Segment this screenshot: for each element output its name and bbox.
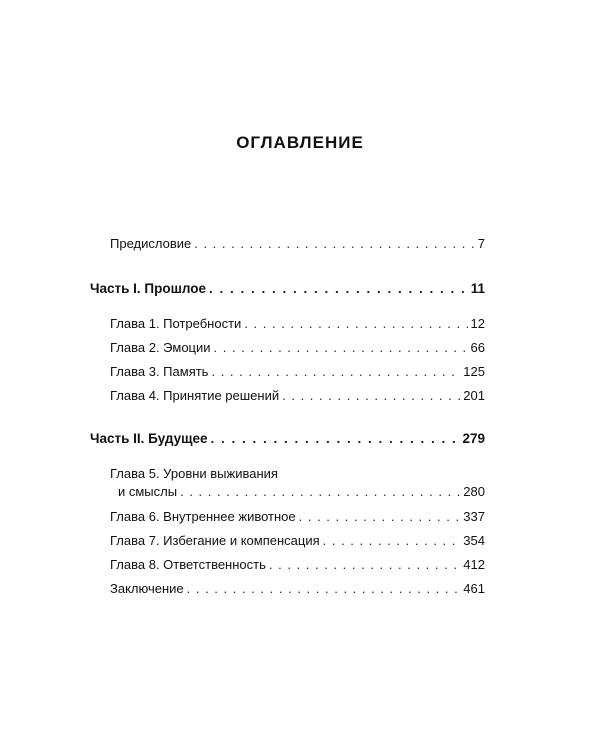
- toc-entry-chapter-2: [110, 340, 485, 356]
- toc-entry-label: Предисловие: [110, 236, 192, 251]
- toc-entry-label: Глава 8. Ответственность: [110, 557, 266, 572]
- toc-entry-chapter-7: [110, 533, 485, 549]
- leader-dots: [211, 431, 460, 447]
- toc-entry-chapter-4: [110, 388, 485, 404]
- leader-dots: [269, 557, 460, 573]
- toc-entry-chapter-3: [110, 364, 485, 380]
- toc-entry-page: 11: [470, 281, 485, 296]
- toc-entry-preface: [110, 236, 485, 252]
- toc-entry-chapter-5-line1: Глава 5. Уровни выживания: [110, 466, 278, 481]
- toc-entry-page: 412: [463, 557, 485, 572]
- leader-dots: [209, 281, 468, 297]
- toc-entry-part-2: [90, 431, 485, 447]
- toc-entry-part-1: [90, 281, 485, 297]
- toc-entry-label: Глава 2. Эмоции: [110, 340, 211, 355]
- leader-dots: [194, 236, 475, 252]
- toc-entry-chapter-6: [110, 509, 485, 525]
- toc-entry-chapter-1: [110, 316, 485, 332]
- toc-entry-page: 7: [477, 236, 485, 251]
- leader-dots: [180, 484, 460, 500]
- toc-entry-label: Глава 4. Принятие решений: [110, 388, 280, 403]
- toc-entry-label: Часть II. Будущее: [90, 431, 208, 446]
- toc-entry-chapter-8: [110, 557, 485, 573]
- toc-entry-page: 354: [463, 533, 485, 548]
- leader-dots: [244, 316, 467, 332]
- toc-entry-label: Глава 1. Потребности: [110, 316, 242, 331]
- toc-entry-label: Глава 3. Память: [110, 364, 209, 379]
- toc-entry-page: 125: [463, 364, 485, 379]
- toc-entry-chapter-5: [118, 484, 485, 500]
- leader-dots: [211, 364, 460, 380]
- toc-entry-page: 12: [470, 316, 485, 331]
- page-title: ОГЛАВЛЕНИЕ: [236, 133, 364, 152]
- toc-entry-conclusion: [110, 581, 485, 597]
- toc-entry-page: 201: [463, 388, 485, 403]
- leader-dots: [214, 340, 468, 356]
- leader-dots: [323, 533, 461, 549]
- toc-entry-page: 279: [462, 431, 485, 446]
- leader-dots: [282, 388, 460, 404]
- leader-dots: [299, 509, 461, 525]
- toc-entry-page: 461: [463, 581, 485, 596]
- toc-entry-label: Глава 6. Внутреннее животное: [110, 509, 296, 524]
- leader-dots: [187, 581, 461, 597]
- toc-entry-page: 280: [463, 484, 485, 499]
- toc-entry-label: Глава 7. Избегание и компенсация: [110, 533, 320, 548]
- toc-entry-page: 337: [463, 509, 485, 524]
- toc-entry-label: и смыслы: [118, 484, 178, 499]
- toc-entry-label: Заключение: [110, 581, 184, 596]
- toc-entry-page: 66: [470, 340, 485, 355]
- toc-entry-label: Часть I. Прошлое: [90, 281, 207, 296]
